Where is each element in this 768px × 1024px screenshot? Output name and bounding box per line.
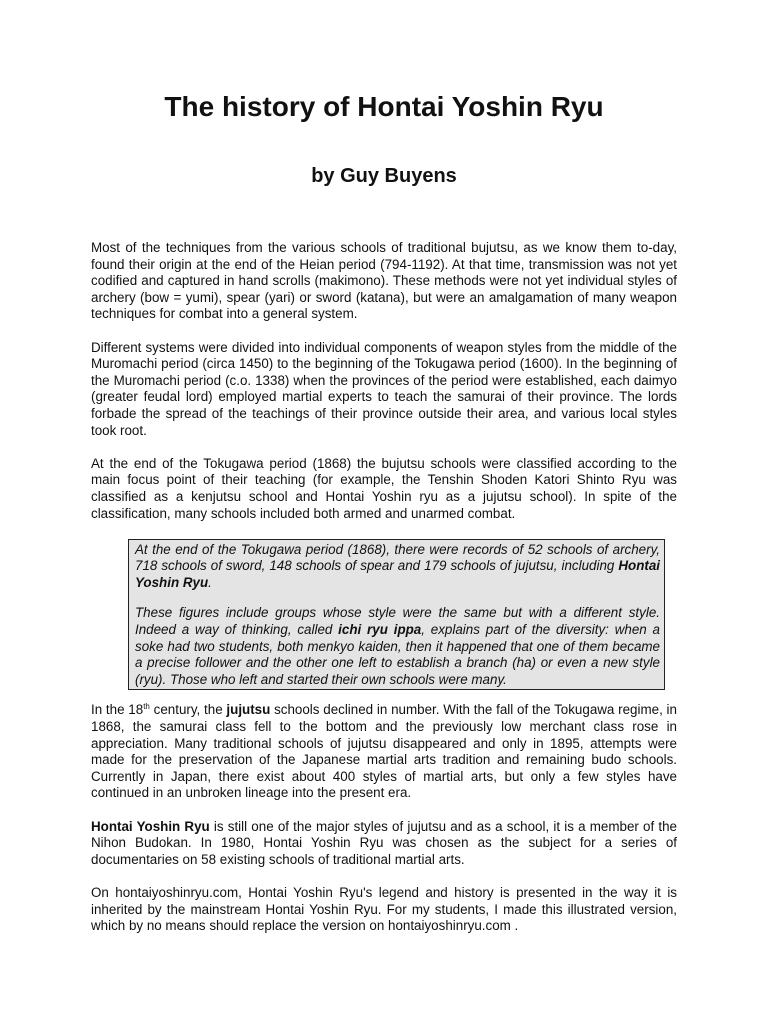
author-byline: by Guy Buyens xyxy=(311,165,457,187)
text-span: is still one of the major styles of jujutsu and as a school, it is a member of the Nihon Budokan. In 1980, Hontai Yoshin Ryu was chosen as the subject for a series of documentaries on 58 existing schools of traditional martial arts. xyxy=(91,818,678,867)
highlight-paragraph-2 xyxy=(135,605,660,688)
highlight-text: At the end of the Tokugawa period (1868), there were records of 52 schools of archery, 718 schools of sword, 148 schools of spear and 179 schools of jujutsu, including xyxy=(135,541,660,574)
text-span: century, the xyxy=(149,702,227,718)
paragraph-4 xyxy=(91,702,677,802)
bold-term: Hontai Yoshin Ryu xyxy=(91,818,210,834)
paragraph-5 xyxy=(91,819,677,869)
paragraph-2: Different systems were divided into individual components of weapon styles from the middle of the Muromachi period (circa 1450) to the beginning of the Tokugawa period (1600). In the beginning of the Muromachi period (c.o. 1338) when the provinces of the period were established, each daimyo (greater feudal lord) employed martial experts to teach the samurai of their province. The lords forbade the spread of the teachings of their province outside their area, and various local styles took root. xyxy=(91,339,677,438)
paragraph-6: On hontaiyoshinryu.com, Hontai Yoshin Ryu's legend and history is presented in the way it is inherited by the mainstream Hontai Yoshin Ryu. For my students, I made this illustrated version, which by no means should replace the version on hontaiyoshinryu.com . xyxy=(91,884,677,934)
highlight-text: , explains part of the diversity: when a soke had two students, both menkyo kaiden, then it happened that one of them became a precise follower and the other one left to establish a branch (ha) or even a new style (ryu). Those who left and started their own schools were many. xyxy=(135,622,660,687)
article-body xyxy=(91,240,677,951)
highlight-bold-term: Hontai Yoshin Ryu xyxy=(135,558,660,590)
bold-term: jujutsu xyxy=(226,702,271,718)
highlight-text: . xyxy=(208,574,212,590)
paragraph-3: At the end of the Tokugawa period (1868) the bujutsu schools were classified according to the main focus point of their teaching (for example, the Tenshin Shoden Katori Shinto Ryu was classified as a kenjutsu school and Hontai Yoshin ryu as a jujutsu school). In spite of the classification, many schools included both armed and unarmed combat. xyxy=(91,455,677,521)
superscript: th xyxy=(143,702,150,712)
text-span: schools declined in number. With the fall of the Tokugawa regime, in 1868, the samurai class fell to the bottom and the previously low merchant class rose in appreciation. Many traditional schools of jujutsu disappeared and only in 1895, attempts were made for the preservation of the Japanese martial arts tradition and remaining budo schools. Currently in Japan, there exist about 400 styles of martial arts, but only a few styles have continued in an unbroken lineage into the present era. xyxy=(91,702,677,801)
highlight-text: These figures include groups whose style were the same but with a different style. Indeed a way of thinking, called xyxy=(135,605,660,638)
highlight-box xyxy=(128,539,665,691)
text-span: In the 18 xyxy=(91,702,144,718)
highlight-paragraph-1 xyxy=(135,542,660,592)
page-title: The history of Hontai Yoshin Ryu xyxy=(164,91,604,122)
paragraph-1: Most of the techniques from the various schools of traditional bujutsu, as we know them to-day, found their origin at the end of the Heian period (794-1192). At that time, transmission was not yet codified and captured in hand scrolls (makimono). These methods were not yet individual styles of archery (bow = yumi), spear (yari) or sword (katana), but were an amalgamation of many weapon techniques for combat into a general system. xyxy=(91,240,677,322)
highlight-bold-term: ichi ryu ippa xyxy=(338,622,422,638)
